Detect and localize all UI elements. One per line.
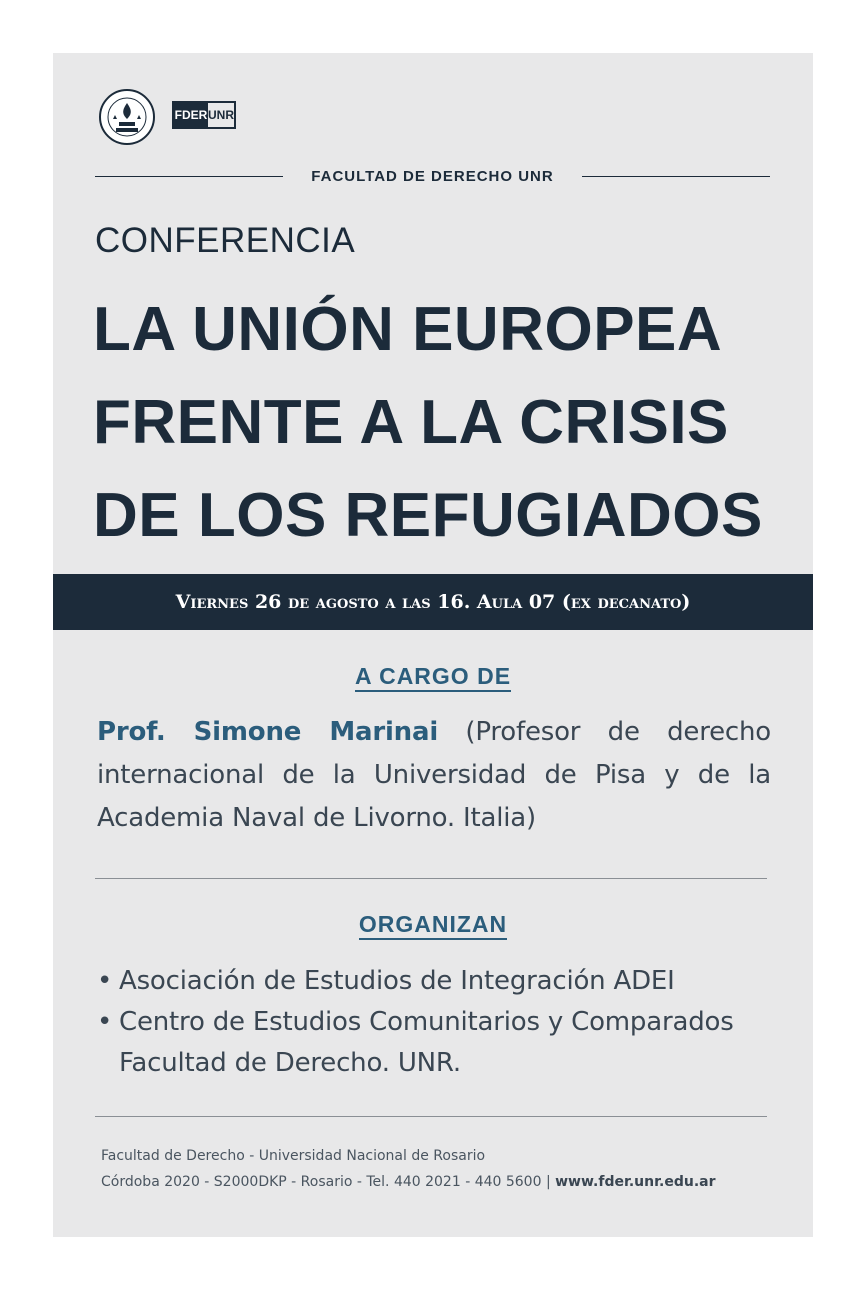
speaker-block <box>97 711 771 840</box>
fder-unr-logo <box>172 101 236 129</box>
logo-unr-text: UNR <box>208 108 234 122</box>
datetime-banner <box>53 574 813 630</box>
title-line: LA UNIÓN EUROPEA <box>93 295 723 364</box>
datetime-text: Viernes 26 de agosto a las 16. Aula 07 (ex decanato) <box>175 591 691 613</box>
speaker-heading <box>53 663 813 690</box>
footer-line-2 <box>101 1169 791 1195</box>
organizers-heading <box>53 911 813 938</box>
institution-name: FACULTAD DE DERECHO UNR <box>311 167 554 185</box>
organizers-heading-text: ORGANIZAN <box>359 911 507 940</box>
speaker-name: Prof. Simone Marinai <box>97 717 439 747</box>
section-divider <box>95 878 767 879</box>
header-rule-right <box>582 176 770 177</box>
footer-divider <box>95 1116 767 1117</box>
website-link[interactable]: www.fder.unr.edu.ar <box>555 1174 716 1190</box>
logo-fder-text: FDER <box>174 103 208 127</box>
header-rule-left <box>95 176 283 177</box>
title-line: DE LOS REFUGIADOS <box>93 481 763 550</box>
speaker-heading-text: A CARGO DE <box>355 663 511 692</box>
footer-line-1: Facultad de Derecho - Universidad Nacional de Rosario <box>101 1148 486 1164</box>
organizers-list <box>97 961 787 1084</box>
institution-header <box>95 165 770 187</box>
speaker-description: (Profesor de derecho internacional de la Universidad de Pisa y de la Academia Naval de Livorno. Italia) <box>97 717 771 833</box>
university-seal-icon <box>99 89 155 145</box>
event-title <box>93 283 793 562</box>
poster-card <box>53 53 813 1237</box>
footer-address: Córdoba 2020 - S2000DKP - Rosario - Tel. 440 2021 - 440 5600 | <box>101 1174 556 1190</box>
list-item: • Centro de Estudios Comunitarios y Comparados Facultad de Derecho. UNR. <box>97 1002 787 1084</box>
title-line: FRENTE A LA CRISIS <box>93 388 729 457</box>
list-item: • Asociación de Estudios de Integración ADEI <box>97 961 787 1002</box>
footer <box>101 1143 791 1195</box>
event-kind: CONFERENCIA <box>95 221 356 260</box>
